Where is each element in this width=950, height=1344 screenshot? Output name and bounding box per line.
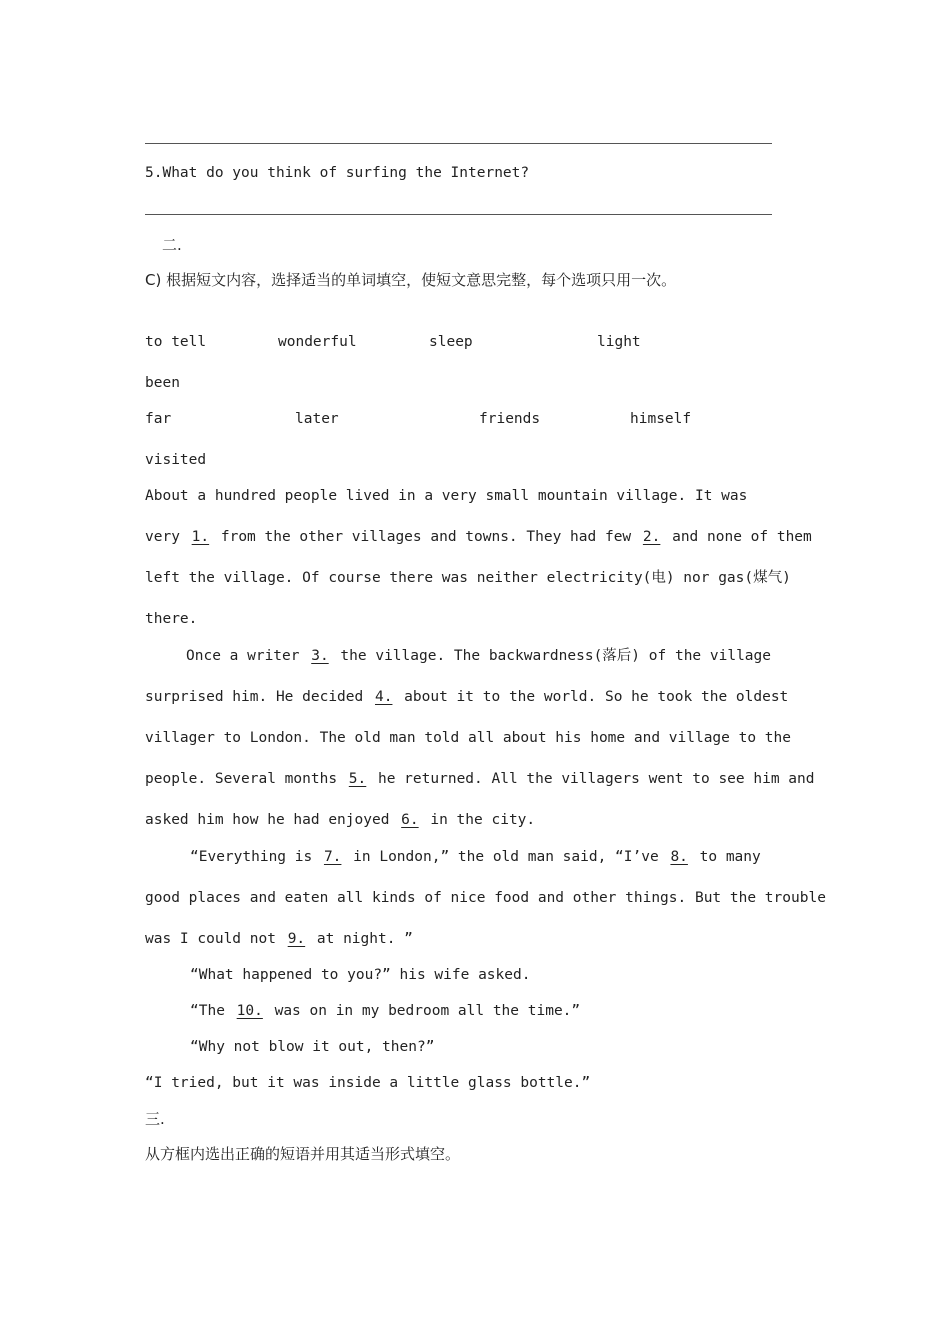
word-option: friends: [479, 411, 541, 427]
section-2-heading: 二.: [162, 236, 182, 254]
passage-line: “I tried, but it was inside a little glass bottle.”: [145, 1075, 591, 1091]
word-option: himself: [630, 411, 692, 427]
blank-7: 7.: [323, 849, 342, 865]
blank-9: 9.: [287, 931, 306, 947]
answer-line: [145, 214, 772, 215]
blank-3: 3.: [311, 648, 329, 664]
word-option: to tell: [145, 334, 207, 350]
blank-10: 10.: [236, 1003, 263, 1019]
word-option: far: [145, 411, 172, 427]
passage-line: people. Several months 5. he returned. All the villagers went to see him and: [145, 771, 815, 787]
passage-line: “What happened to you?” his wife asked.: [190, 967, 531, 983]
blank-5: 5.: [348, 771, 367, 787]
blank-2: 2.: [642, 529, 661, 545]
passage-line: villager to London. The old man told all about his home and village to the: [145, 730, 792, 746]
question-5: 5.What do you think of surfing the Internet?: [145, 165, 530, 181]
word-option: later: [295, 411, 339, 427]
section-3-heading: 三.: [145, 1110, 165, 1128]
passage-line: Once a writer 3. the village. The backwardness(落后) of the village: [186, 648, 771, 664]
answer-line: [145, 143, 772, 144]
passage-line: “The 10. was on in my bedroom all the time.”: [190, 1003, 581, 1019]
passage-line: surprised him. He decided 4. about it to the world. So he took the oldest: [145, 689, 789, 705]
blank-4: 4.: [374, 689, 393, 705]
word-option: wonderful: [278, 334, 357, 350]
passage-line: very 1. from the other villages and towns. They had few 2. and none of them: [145, 529, 812, 545]
blank-8: 8.: [670, 849, 688, 865]
passage-line: “Why not blow it out, then?”: [190, 1039, 435, 1055]
word-option: been: [145, 375, 180, 391]
word-option: sleep: [429, 334, 473, 350]
passage-line: left the village. Of course there was neither electricity(电) nor gas(煤气): [145, 570, 791, 586]
blank-6: 6.: [401, 812, 419, 828]
passage-line: asked him how he had enjoyed 6. in the city.: [145, 812, 536, 828]
passage-line: About a hundred people lived in a very small mountain village. It was: [145, 488, 748, 504]
passage-line: was I could not 9. at night. ”: [145, 931, 413, 947]
word-option: light: [597, 334, 641, 350]
passage-line: “Everything is 7. in London,” the old man said, “I’ve 8. to many: [190, 849, 761, 865]
passage-line: there.: [145, 611, 198, 627]
blank-1: 1.: [191, 529, 210, 545]
passage-line: good places and eaten all kinds of nice food and other things. But the trouble: [145, 890, 826, 906]
section-3-instruction: 从方框内选出正确的短语并用其适当形式填空。: [145, 1145, 461, 1163]
word-option: visited: [145, 452, 207, 468]
section-2-instruction: C) 根据短文内容，选择适当的单词填空，使短文意思完整，每个选项只用一次。: [145, 271, 677, 289]
